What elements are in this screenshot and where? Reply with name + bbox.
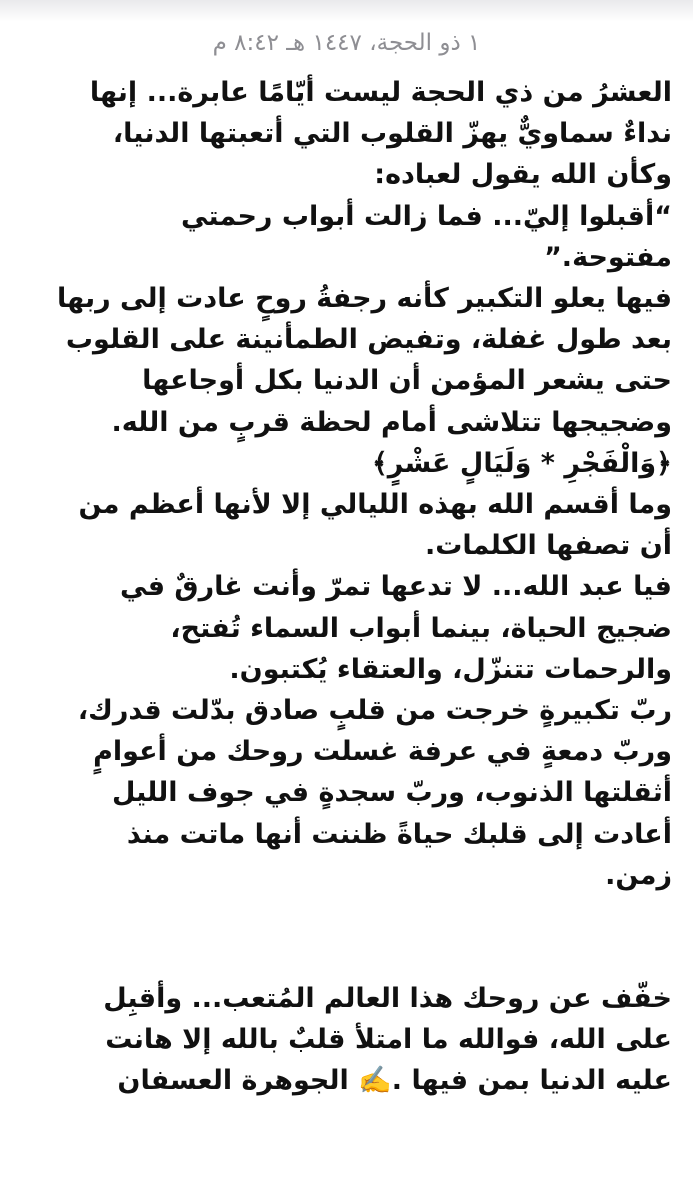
paragraph-verse: ﴿وَالْفَجْرِ * وَلَيَالٍ عَشْرٍ﴾ (371, 447, 672, 479)
blank-line (52, 896, 672, 978)
paragraph-intro: العشرُ من ذي الحجة ليست أيّامًا عابرة... إنها نداءٌ سماويٌّ يهزّ القلوب التي أتعبتها الدنيا، وكأن الله يقول لعباده: (89, 77, 672, 191)
note-body[interactable] (52, 72, 672, 1102)
paragraph-quote: “أقبلوا إليّ... فما زالت أبواب رحمتي مفتوحة.” (181, 200, 672, 273)
top-edge-shadow (0, 0, 693, 22)
paragraph-oath: وما أقسم الله بهذه الليالي إلا لأنها أعظم من أن تصفها الكلمات. (78, 489, 672, 562)
paragraph-closing: خفّف عن روحك هذا العالم المُتعب... وأقبِل على الله، فوالله ما امتلأ قلبٌ بالله إلا هانت عليه الدنيا بمن فيها .✍️ الجوهرة العسفان (103, 983, 672, 1097)
paragraph-takbir: فيها يعلو التكبير كأنه رجفةُ روحٍ عادت إلى ربها بعد طول غفلة، وتفيض الطمأنينة على القلوب حتى يشعر المؤمن أن الدنيا بكل أوجاعها وضجيجها تتلاشى أمام لحظة قربٍ من الله. (56, 283, 672, 438)
note-timestamp: ١ ذو الحجة، ١٤٤٧ هـ ٨:٤٢ م (212, 30, 481, 56)
paragraph-blessings: ربّ تكبيرةٍ خرجت من قلبٍ صادق بدّلت قدرك، وربّ دمعةٍ في عرفة غسلت روحك من أعوامٍ أثقلتها الذنوب، وربّ سجدةٍ في جوف الليل أعادت إلى قلبك حياةً ظننت أنها ماتت منذ زمن. (77, 695, 672, 891)
paragraph-call: فيا عبد الله... لا تدعها تمرّ وأنت غارقٌ في ضجيج الحياة، بينما أبواب السماء تُفتح، والرحمات تتنزّل، والعتقاء يُكتبون. (120, 571, 672, 685)
